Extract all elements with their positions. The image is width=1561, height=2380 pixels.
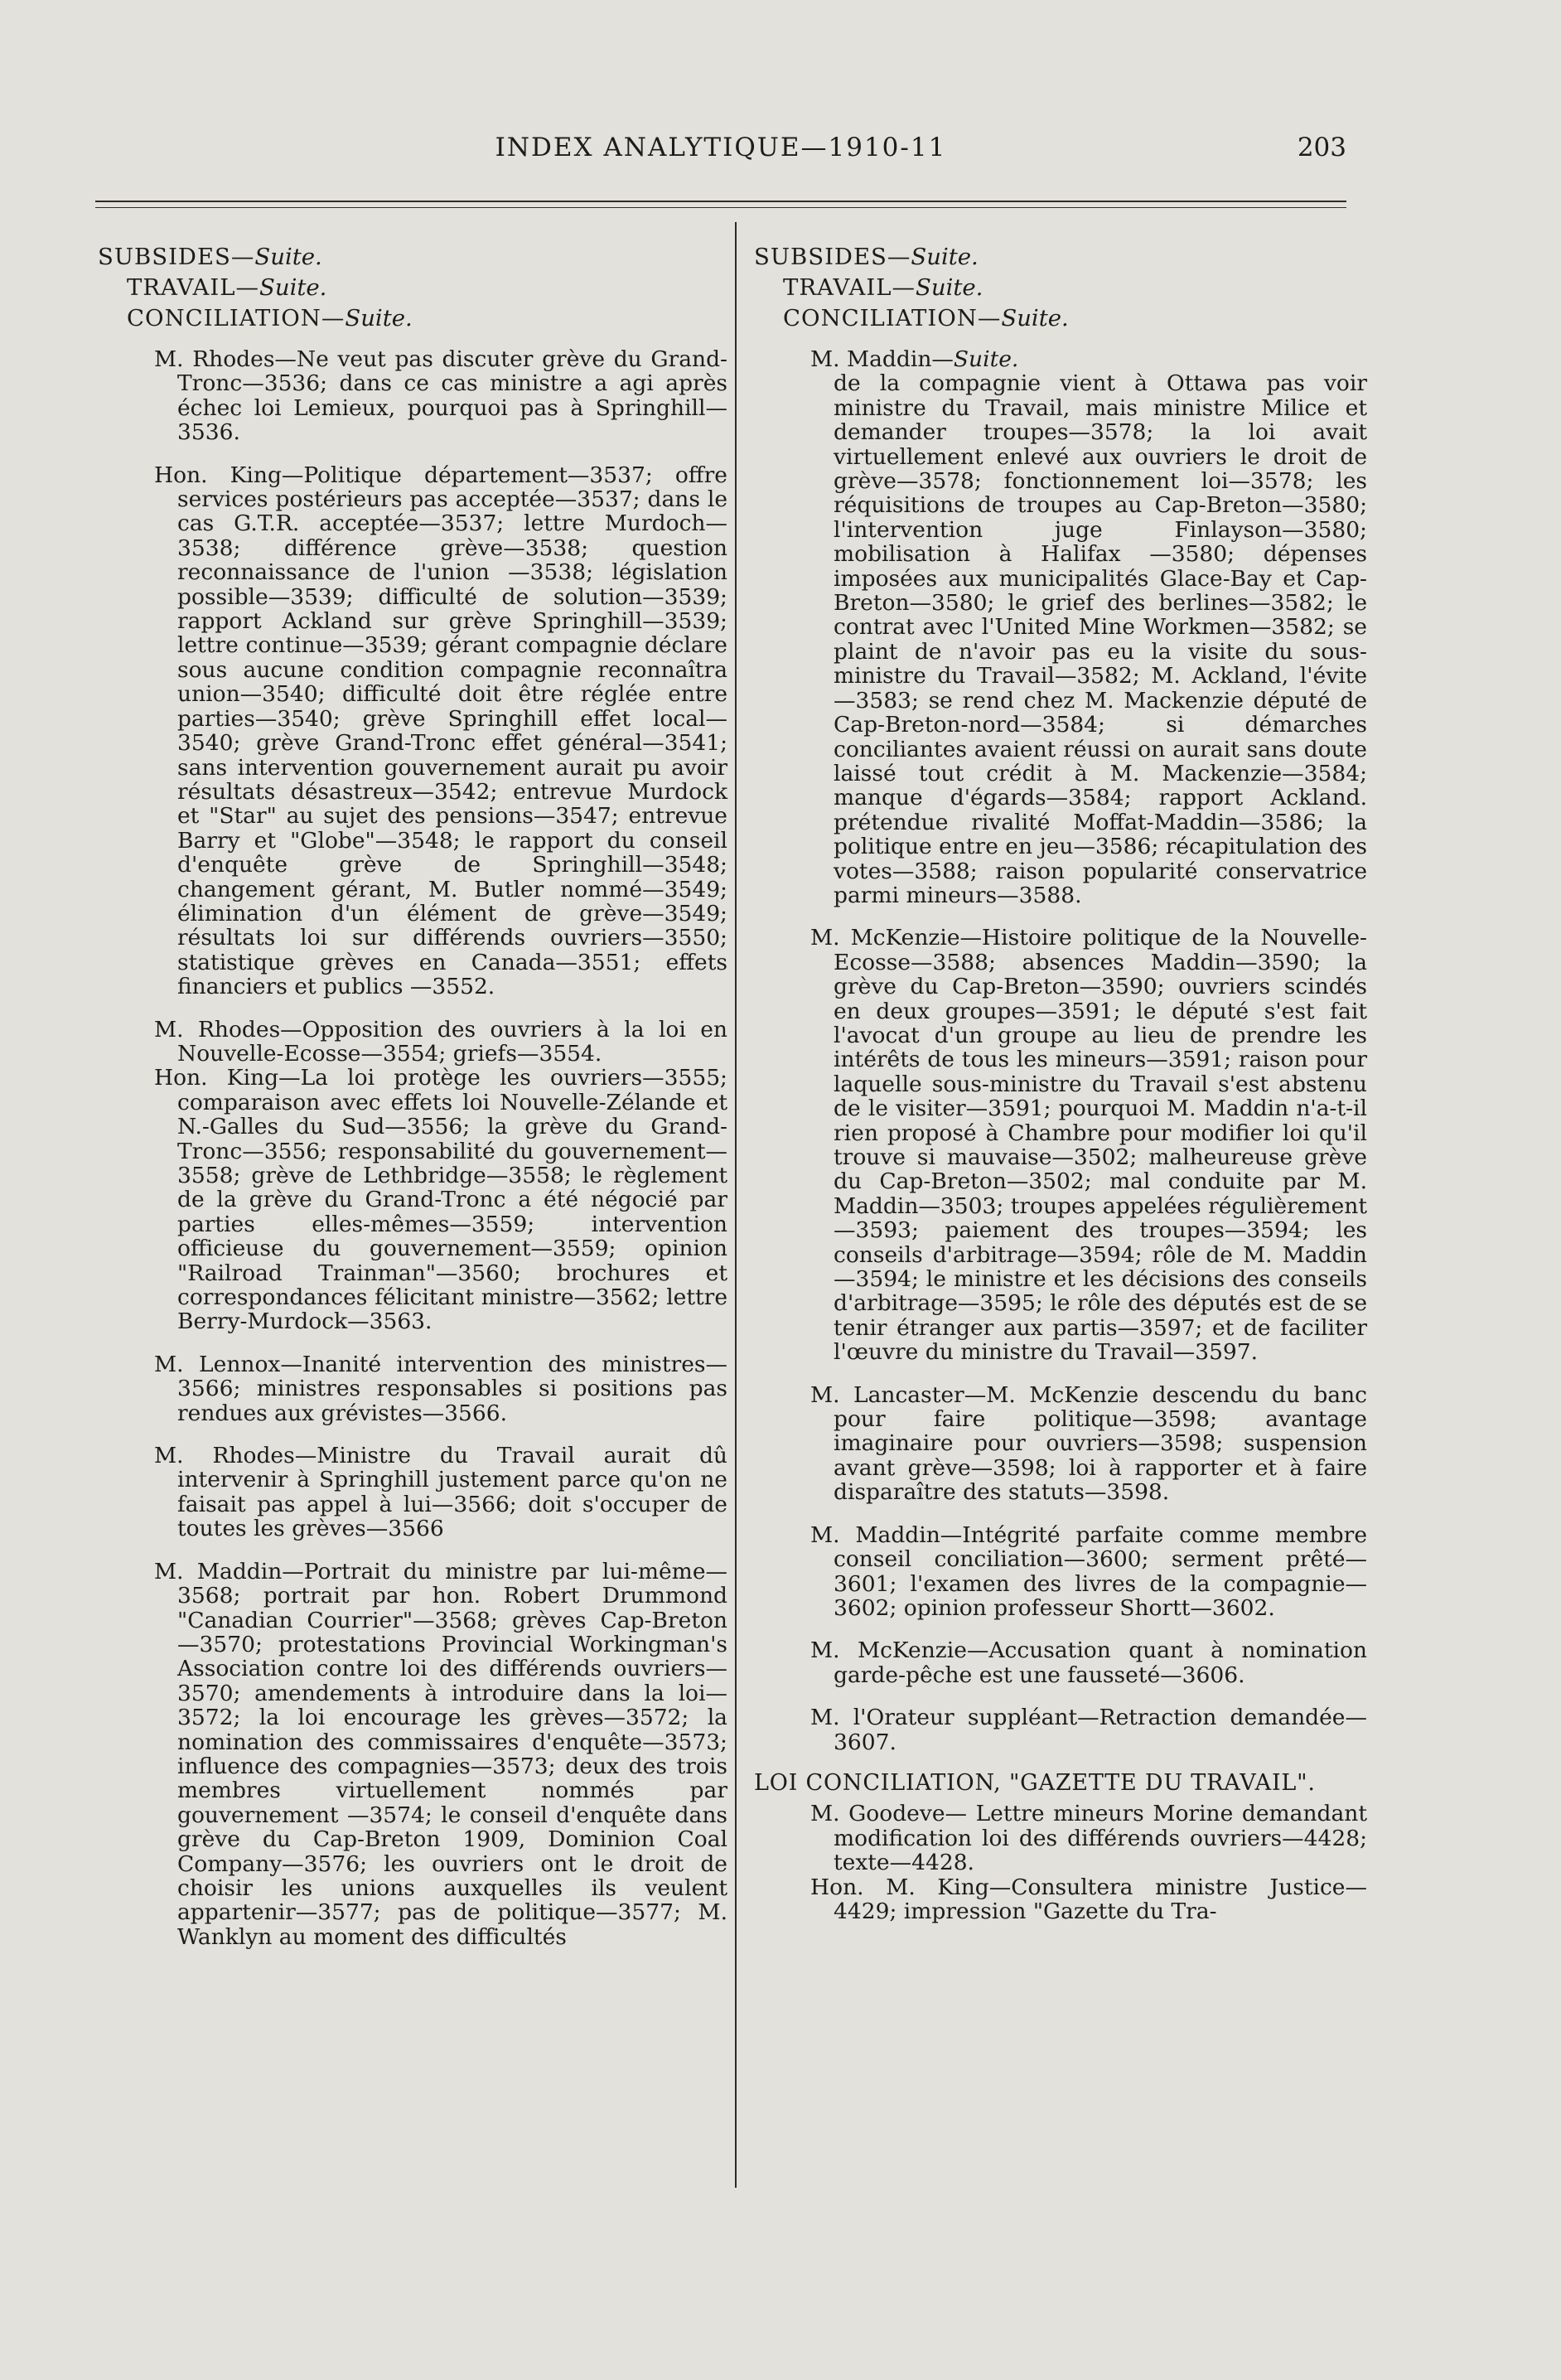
index-entry: M. McKenzie—Accusation quant à nomination garde-pêche est une fausseté—3606. <box>810 1637 1367 1688</box>
section-heading-subsides <box>754 242 1367 273</box>
heading-text: SUBSIDES— <box>98 244 255 270</box>
index-entry: M. McKenzie—Histoire politique de la Nouvelle-Ecosse—3588; absences Maddin—3590; la grève du Cap-Breton—3590; ouvriers scindés en deux groupes—3591; le député s'est fait l'avocat d'un groupe au lieu de prendre les intérêts de tous les mineurs—3591; raison pour laquelle sous-ministre du Travail s'est abstenu de le visiter—3591; pourquoi M. Maddin n'a-t-il rien proposé à Chambre pour modifier loi qu'il trouve si mauvaise—3502; malheureuse grève du Cap-Breton—3502; mal conduite par M. Maddin—3503; troupes appelées régulièrement—3593; paiement des troupes—3594; les conseils d'arbitrage—3594; rôle de M. Maddin—3594; le ministre et les décisions des conseils d'arbitrage—3595; le rôle des députés est de se tenir étranger aux partis—3597; et de faciliter l'œuvre du ministre du Travail—3597. <box>810 925 1367 1366</box>
heading-text: CONCILIATION— <box>783 305 1002 331</box>
section-heading-conciliation <box>127 303 727 334</box>
heading-suite: Suite. <box>916 274 983 301</box>
column-divider <box>735 222 737 2188</box>
index-entry: Hon. King—Politique département—3537; offre services postérieurs pas acceptée—3537; dans le cas G.T.R. acceptée—3537; lettre Murdoch—3538; différence grève—3538; question reconnaissance de l'union —3538; législation possible—3539; difficulté de solution—3539; rapport Ackland sur grève Springhill—3539; lettre continue—3539; gérant compagnie déclare sous aucune condition compagnie reconnaîtra union—3540; difficulté doit être réglée entre parties—3540; grève Springhill effet local—3540; grève Grand-Tronc effet général—3541; sans intervention gouvernement aurait pu avoir résultats désastreux—3542; entrevue Murdock et "Star" au sujet des pensions—3547; entrevue Barry et "Globe"—3548; le rapport du conseil d'enquête grève de Springhill—3548; changement gérant, M. Butler nommé—3549; élimination d'un élément de grève—3549; résultats loi sur différends ouvriers—3550; statistique grèves en Canada—3551; effets financiers et publics —3552. <box>154 462 727 1000</box>
left-column <box>98 242 727 1949</box>
index-entry: M. Lancaster—M. McKenzie descendu du banc pour faire politique—3598; avantage imaginaire pour ouvriers—3598; suspension avant grève—3598; loi à rapporter et à faire disparaître des statuts—3598. <box>810 1381 1367 1506</box>
heading-text: CONCILIATION— <box>127 305 346 331</box>
heading-suite: Suite. <box>1001 305 1069 331</box>
section-heading-travail <box>783 273 1367 303</box>
index-entry: M. Rhodes—Opposition des ouvriers à la loi en Nouvelle-Ecosse—3554; griefs—3554. <box>154 1016 727 1067</box>
index-entry: M. Lennox—Inanité intervention des ministres—3566; ministres responsables si positions pas rendues aux grévistes—3566. <box>154 1351 727 1426</box>
topic-heading: LOI CONCILIATION, "GAZETTE DU TRAVAIL". <box>754 1769 1316 1796</box>
index-entry: M. Maddin—Portrait du ministre par lui-même—3568; portrait par hon. Robert Drummond "Canadian Courrier"—3568; grèves Cap-Breton—3570; protestations Provincial Workingman's Association contre loi des différends ouvriers—3570; amendements à introduire dans la loi—3572; la loi encourage les grèves—3572; la nomination des commissaires d'enquête—3573; influence des compagnies—3573; deux des trois membres virtuellement nommés par gouvernement —3574; le conseil d'enquête dans grève du Cap-Breton 1909, Dominion Coal Company—3576; les ouvriers ont le droit de choisir les unions auxquelles ils veulent appartenir—3577; pas de politique—3577; M. Wanklyn au moment des difficultés <box>154 1558 727 1950</box>
running-title: INDEX ANALYTIQUE—1910-11 <box>495 133 947 162</box>
header-rule-bottom <box>95 207 1346 208</box>
heading-suite: Suite. <box>259 274 327 301</box>
index-entry: Hon. King—La loi protège les ouvriers—3555; comparaison avec effets loi Nouvelle-Zélande et N.-Galles du Sud—3556; la grève du Grand-Tronc—3556; responsabilité du gouvernement—3558; grève de Lethbridge—3558; le règlement de la grève du Grand-Tronc a été négocié par parties elles-mêmes—3559; intervention officieuse du gouvernement—3559; opinion "Railroad Trainman"—3560; brochures et correspondances félicitant ministre—3562; lettre Berry-Murdock—3563. <box>154 1065 727 1335</box>
speaker-suite: Suite. <box>953 346 1019 372</box>
right-column <box>754 242 1367 1923</box>
index-entry: M. Rhodes—Ne veut pas discuter grève du Grand-Tronc—3536; dans ce cas ministre a agi après échec loi Lemieux, pourquoi pas à Springhill—3536. <box>154 346 727 446</box>
section-heading-conciliation <box>783 303 1367 334</box>
heading-text: TRAVAIL— <box>783 274 916 301</box>
speaker-name: M. Maddin— <box>810 346 954 372</box>
heading-suite: Suite. <box>254 244 322 270</box>
heading-suite: Suite. <box>345 305 413 331</box>
header-rule-top <box>95 201 1346 202</box>
index-entry: de la compagnie vient à Ottawa pas voir ministre du Travail, mais ministre Milice et demander troupes—3578; la loi avait virtuellement enlevé aux ouvriers le droit de grève—3578; fonctionnement loi—3578; les réquisitions de troupes au Cap-Breton—3580; l'intervention juge Finlayson—3580; mobilisation à Halifax —3580; dépenses imposées aux municipalités Glace-Bay et Cap-Breton—3580; le grief des berlines—3582; le contrat avec l'United Mine Workmen—3582; se plaint de n'avoir pas eu la visite du sous-ministre du Travail—3582; M. Ackland, l'évite—3583; se rend chez M. Mackenzie député de Cap-Breton-nord—3584; si démarches conciliantes avaient réussi on aurait sans doute laissé tout crédit à M. Mackenzie—3584; manque d'égards—3584; rapport Ackland. prétendue rivalité Moffat-Maddin—3586; la politique entre en jeu—3586; récapitulation des votes—3588; raison popularité conservatrice parmi mineurs—3588. <box>834 370 1367 908</box>
section-heading-subsides <box>98 242 727 273</box>
heading-suite: Suite. <box>911 244 979 270</box>
index-entry: M. Goodeve— Lettre mineurs Morine demandant modification loi des différends ouvriers—4428; texte—4428. <box>810 1801 1367 1876</box>
index-entry: M. Rhodes—Ministre du Travail aurait dû intervenir à Springhill justement parce qu'on ne faisait pas appel à lui—3566; doit s'occuper de toutes les grèves—3566 <box>154 1443 727 1542</box>
heading-text: TRAVAIL— <box>127 274 260 301</box>
page-number: 203 <box>1297 133 1346 162</box>
index-entry: M. Maddin—Intégrité parfaite comme membre conseil conciliation—3600; serment prêté—3601; l'examen des livres de la compagnie—3602; opinion professeur Shortt—3602. <box>810 1521 1367 1621</box>
heading-text: SUBSIDES— <box>754 244 911 270</box>
speaker-heading <box>754 347 1367 371</box>
section-heading-travail <box>127 273 727 303</box>
index-entry: Hon. M. King—Consultera ministre Justice—4429; impression "Gazette du Tra- <box>810 1874 1367 1924</box>
page-header <box>95 133 1346 174</box>
index-entry: M. l'Orateur suppléant—Retraction demandée—3607. <box>810 1705 1367 1755</box>
